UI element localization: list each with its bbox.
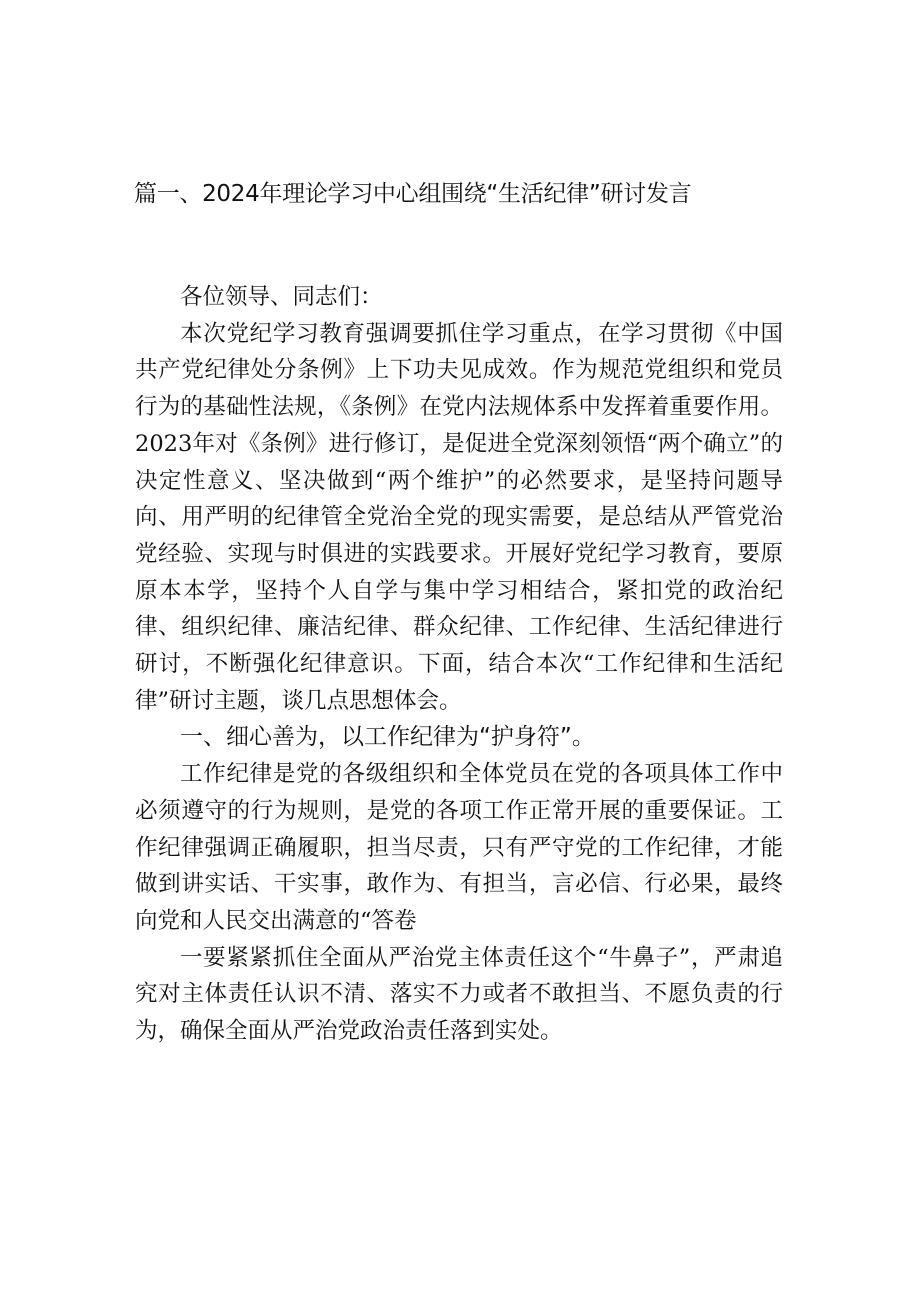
section-heading: 一、细心善为，以工作纪律为“护身符”。 — [180, 724, 595, 751]
body-paragraph: 工作纪律是党的各级组织和全体党员在党的各项具体工作中必须遵守的行为规则，是党的各项工作正常开展的重要保证。工作纪律强调正确履职，担当尽责，只有严守党的工作纪律，才能做到讲实话、干实事，敢作为、有担当，言必信、行必果，最终向党和人民交出满意的“答卷 — [135, 761, 783, 934]
document-body — [135, 279, 783, 1050]
salutation-paragraph: 各位领导、同志们： — [180, 284, 383, 310]
body-paragraph: 本次党纪学习教育强调要抓住学习重点，在学习贯彻《中国共产党纪律处分条例》上下功夫见成效。作为规范党组织和党员行为的基础性法规，《条例》在党内法规体系中发挥着重要作用。2023年对《条例》进行修订，是促进全党深刻领悟“两个确立”的决定性意义、坚决做到“两个维护”的必然要求，是坚持问题导向、用严明的纪律管全党治全党的现实需要，是总结从严管党治党经验、实现与时俱进的实践要求。开展好党纪学习教育，要原原本本学，坚持个人自学与集中学习相结合，紧扣党的政治纪律、组织纪律、廉洁纪律、群众纪律、工作纪律、生活纪律进行研讨，不断强化纪律意识。下面，结合本次“工作纪律和生活纪律”研讨主题，谈几点思想体会。 — [135, 320, 783, 714]
body-paragraph: 一要紧紧抓住全面从严治党主体责任这个“牛鼻子”，严肃追究对主体责任认识不清、落实不力或者不敢担当、不愿负责的行为，确保全面从严治党政治责任落到实处。 — [135, 944, 783, 1045]
document-title: 篇一、2024年理论学习中心组围绕“生活纪律”研讨发言 — [134, 181, 692, 207]
